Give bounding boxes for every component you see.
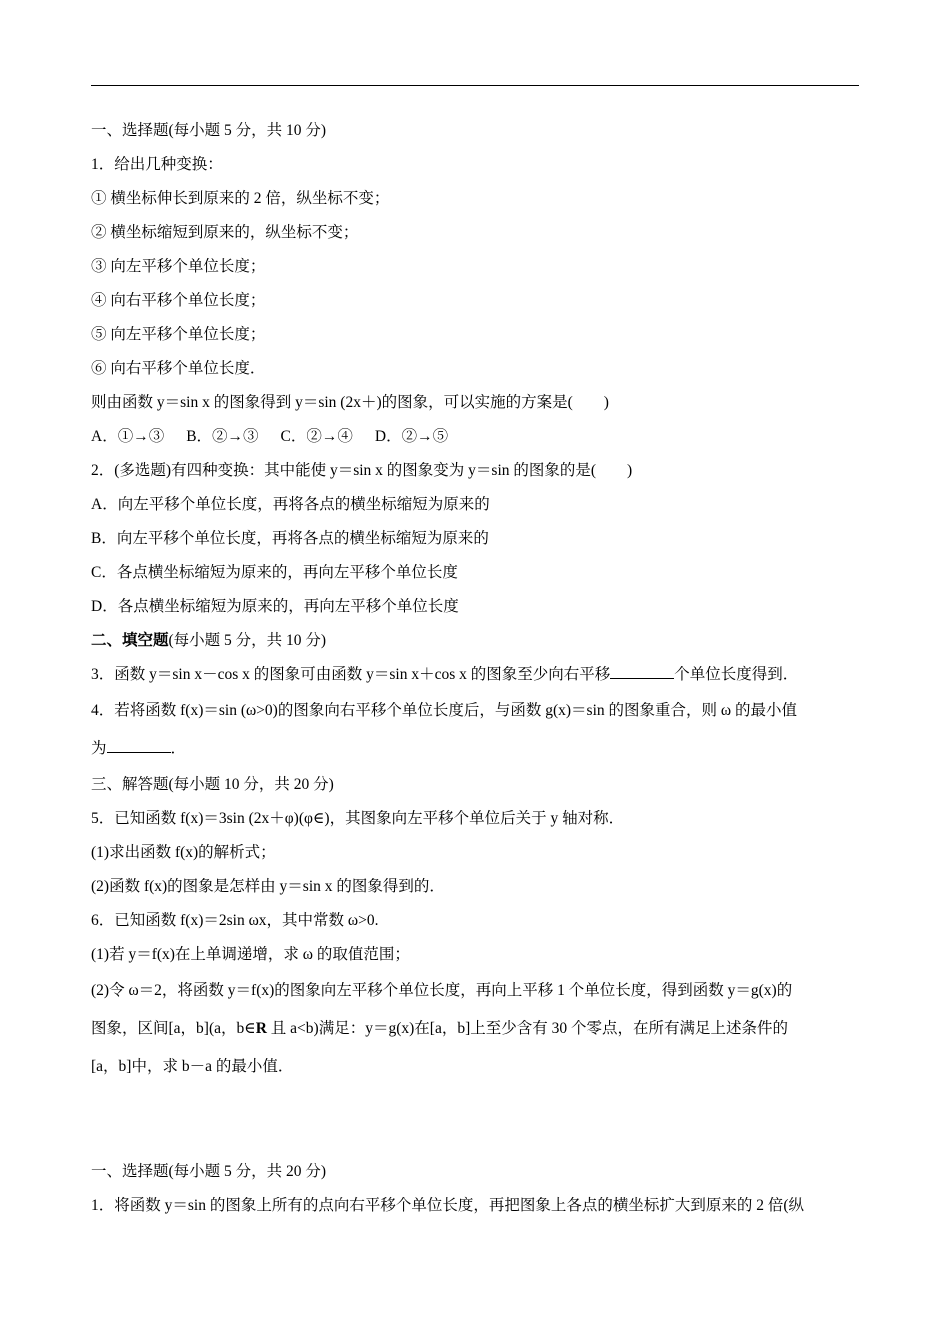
option-c: C．②→④ [280,428,353,445]
transform-item-5: ⑤ 向左平移个单位长度； [91,326,266,343]
question-4-line-2 [91,730,861,768]
question-6-part-2-line-1: (2)令 ω＝2，将函数 y＝f(x)的图象向左平移个单位长度，再向上平移 1 个单位长度，得到函数 y＝g(x)的 [91,982,793,999]
question-1-options [91,420,861,454]
question-6-part-2-line-3: [a，b]中，求 b－a 的最小值． [91,1058,294,1075]
transform-item-4: ④ 向右平移个单位长度； [91,292,266,309]
part-2-section-heading-choice: 一、选择题(每小题 5 分，共 20 分) [91,1163,327,1180]
option-d: D．②→⑤ [374,428,449,445]
worksheet-body [91,114,861,1223]
question-4-lead: 为 [91,740,107,757]
question-2-option-b: B．向左平移个单位长度，再将各点的横坐标缩短为原来的 [91,530,489,547]
question-3 [91,658,861,692]
answer-blank [107,738,171,753]
section-heading-fill-score: (每小题 5 分，共 10 分) [168,632,327,649]
question-5-stem: 5．已知函数 f(x)＝3sin (2x＋φ)(φ∈)，其图象向左平移个单位后关于 y 轴对称． [91,810,625,827]
answer-blank [610,664,674,679]
question-3-text: 3．函数 y＝sin x－cos x 的图象可由函数 y＝sin x＋cos x 的图象至少向右平移 [91,666,611,683]
question-6-part-1: (1)若 y＝f(x)在上单调递增，求 ω 的取值范围； [91,946,410,963]
question-6-part-2-line-2 [91,1010,861,1048]
section-heading-fill-title: 二、填空题 [91,632,169,649]
q6-line2-lead: 图象，区间[a，b](a，b∈ [91,1020,256,1037]
transform-item-1: ① 横坐标伸长到原来的 2 倍，纵坐标不变； [91,190,390,207]
real-numbers-symbol: R [255,1020,267,1037]
question-2-option-a: A．向左平移个单位长度，再将各点的横坐标缩短为原来的 [91,496,490,513]
transform-item-6: ⑥ 向右平移个单位长度． [91,360,266,377]
question-5-part-1: (1)求出函数 f(x)的解析式； [91,844,276,861]
part-2-question-1-stem: 1．将函数 y＝sin 的图象上所有的点向右平移个单位长度，再把图象上各点的横坐标扩大到原来的 2 倍(纵 [91,1197,805,1214]
q6-line2-tail: 且 a<b)满足：y＝g(x)在[a，b]上至少含有 30 个零点，在所有满足上述条件的 [266,1020,788,1037]
section-heading-fill [91,624,861,658]
question-4-tail: ． [170,740,187,757]
question-5-part-2: (2)函数 f(x)的图象是怎样由 y＝sin x 的图象得到的． [91,878,445,895]
question-2-option-c: C．各点横坐标缩短为原来的，再向左平移个单位长度 [91,564,458,581]
question-3-tail: 个单位长度得到． [674,666,799,683]
option-b: B．②→③ [186,428,259,445]
question-1-prompt: 则由函数 y＝sin x 的图象得到 y＝sin (2x＋)的图象，可以实施的方案是( ) [91,394,609,411]
question-2-option-d: D．各点横坐标缩短为原来的，再向左平移个单位长度 [91,598,459,615]
section-heading-solve: 三、解答题(每小题 10 分，共 20 分) [91,776,334,793]
question-6-stem: 6．已知函数 f(x)＝2sin ωx，其中常数 ω>0. [91,912,379,929]
section-heading-choice: 一、选择题(每小题 5 分，共 10 分) [91,122,327,139]
option-a: A．①→③ [91,428,165,445]
section-spacer [91,1086,861,1131]
question-2-stem: 2．(多选题)有四种变换：其中能使 y＝sin x 的图象变为 y＝sin 的图象的是( ) [91,462,633,479]
transform-item-3: ③ 向左平移个单位长度； [91,258,266,275]
question-4-line-1: 4．若将函数 f(x)＝sin (ω>0)的图象向右平移个单位长度后，与函数 g(x)＝sin 的图象重合，则 ω 的最小值 [91,702,797,719]
header-rule [91,85,859,86]
question-1-stem: 1．给出几种变换： [91,156,223,173]
transform-item-2: ② 横坐标缩短到原来的，纵坐标不变； [91,224,359,241]
